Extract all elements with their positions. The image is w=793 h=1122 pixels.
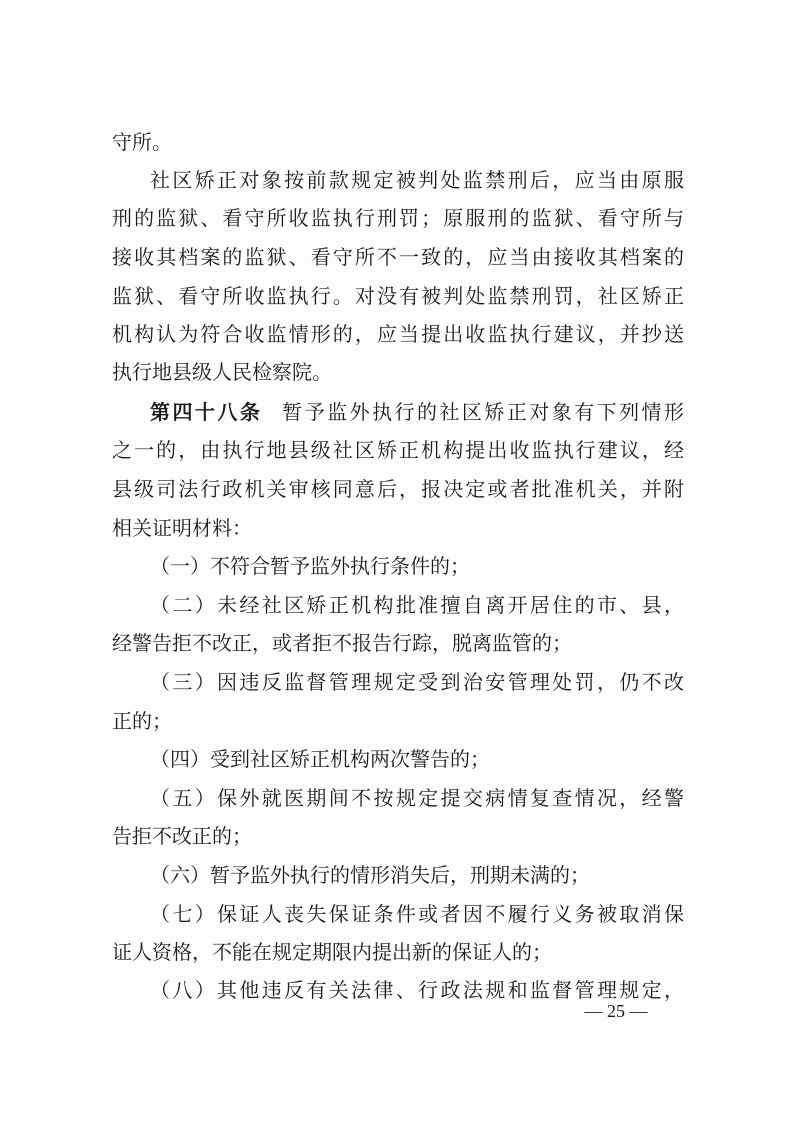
text-line: 之一的，由执行地县级社区矫正机构提出收监执行建议，经	[112, 438, 684, 462]
text-line: 接收其档案的监狱、看守所不一致的，应当由接收其档案的	[112, 245, 684, 269]
article-heading: 第四十八条	[150, 400, 263, 424]
list-item-6: （六）暂予监外执行的情形消失后，刑期未满的；	[150, 863, 590, 887]
paragraph-first-line: 社区矫正对象按前款规定被判处监禁刑后，应当由原服	[150, 168, 684, 192]
text-line: 守所。	[112, 130, 172, 154]
list-item-5-cont: 告拒不改正的；	[112, 824, 252, 848]
text-line: 相关证明材料：	[112, 516, 252, 540]
text-line: 监狱、看守所收监执行。对没有被判处监禁刑罚，社区矫正	[112, 284, 684, 308]
text-line: 机构认为符合收监情形的，应当提出收监执行建议，并抄送	[112, 322, 684, 346]
list-item-3: （三）因违反监督管理规定受到治安管理处罚，仍不改	[150, 670, 684, 694]
list-item-4: （四）受到社区矫正机构两次警告的；	[150, 747, 490, 771]
list-item-7: （七）保证人丧失保证条件或者因不履行义务被取消保	[150, 902, 684, 926]
text-line: 县级司法行政机关审核同意后，报决定或者批准机关，并附	[112, 477, 684, 501]
article-48-first-line	[150, 394, 684, 430]
text-line: 刑的监狱、看守所收监执行刑罚；原服刑的监狱、看守所与	[112, 206, 684, 230]
list-item-2-cont: 经警告拒不改正，或者拒不报告行踪，脱离监管的；	[112, 631, 572, 655]
list-item-5: （五）保外就医期间不按规定提交病情复查情况，经警	[150, 786, 684, 810]
list-item-8: （八）其他违反有关法律、行政法规和监督管理规定，	[150, 978, 684, 1002]
list-item-2: （二）未经社区矫正机构批准擅自离开居住的市、县，	[150, 593, 684, 617]
list-item-1: （一）不符合暂予监外执行条件的；	[150, 554, 470, 578]
article-text: 暂予监外执行的社区矫正对象有下列情形	[282, 400, 685, 424]
list-item-7-cont: 证人资格，不能在规定期限内提出新的保证人的；	[112, 940, 552, 964]
page-number: — 25 —	[584, 1001, 648, 1021]
list-item-3-cont: 正的；	[112, 709, 172, 733]
text-line: 执行地县级人民检察院。	[112, 360, 332, 384]
